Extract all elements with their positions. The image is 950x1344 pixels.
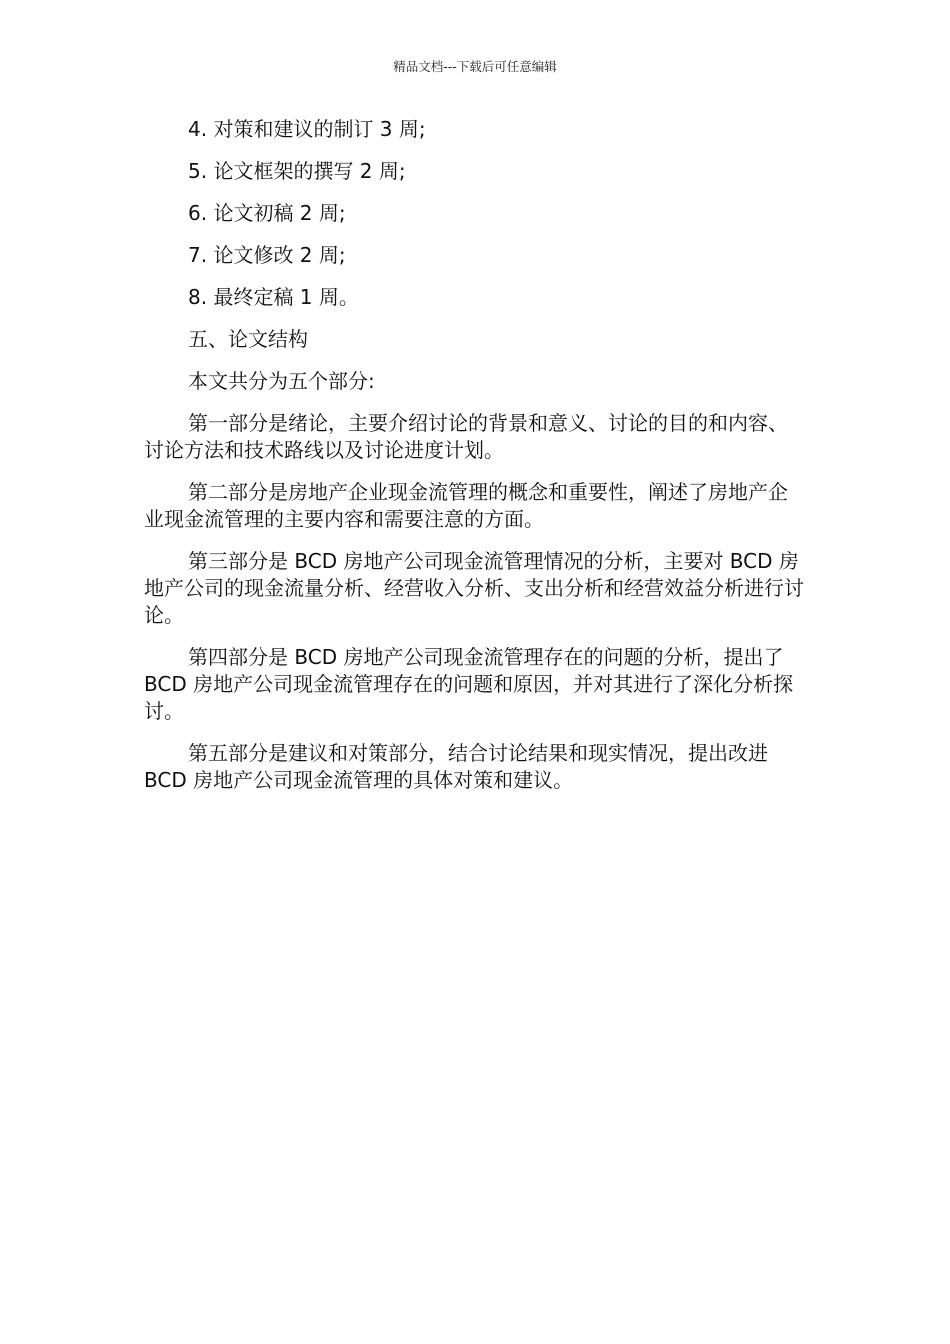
paragraph-part-3: 第三部分是 BCD 房地产公司现金流管理情况的分析，主要对 BCD 房地产公司的现金流量分析、经营收入分析、支出分析和经营效益分析进行讨论。 [144, 549, 804, 627]
paragraph-part-5: 第五部分是建议和对策部分，结合讨论结果和现实情况，提出改进 BCD 房地产公司现金流管理的具体对策和建议。 [144, 741, 768, 792]
schedule-item-8: 8. 最终定稿 1 周。 [188, 285, 359, 309]
paragraph-part-2: 第二部分是房地产企业现金流管理的概念和重要性，阐述了房地产企业现金流管理的主要内容和需要注意的方面。 [144, 480, 788, 531]
section-heading: 五、论文结构 [188, 327, 308, 351]
schedule-item-4: 4. 对策和建议的制订 3 周; [188, 117, 426, 141]
structure-intro: 本文共分为五个部分: [188, 369, 375, 393]
schedule-item-7: 7. 论文修改 2 周; [188, 243, 346, 267]
paragraph-part-1: 第一部分是绪论，主要介绍讨论的背景和意义、讨论的目的和内容、讨论方法和技术路线以及讨论进度计划。 [144, 411, 788, 462]
document-body [144, 116, 806, 809]
schedule-item-6: 6. 论文初稿 2 周; [188, 201, 346, 225]
paragraph-part-4: 第四部分是 BCD 房地产公司现金流管理存在的问题的分析，提出了 BCD 房地产公司现金流管理存在的问题和原因，并对其进行了深化分析探讨。 [144, 645, 794, 723]
page-header: 精品文档---下载后可任意编辑 [393, 59, 557, 74]
schedule-item-5: 5. 论文框架的撰写 2 周; [188, 159, 406, 183]
